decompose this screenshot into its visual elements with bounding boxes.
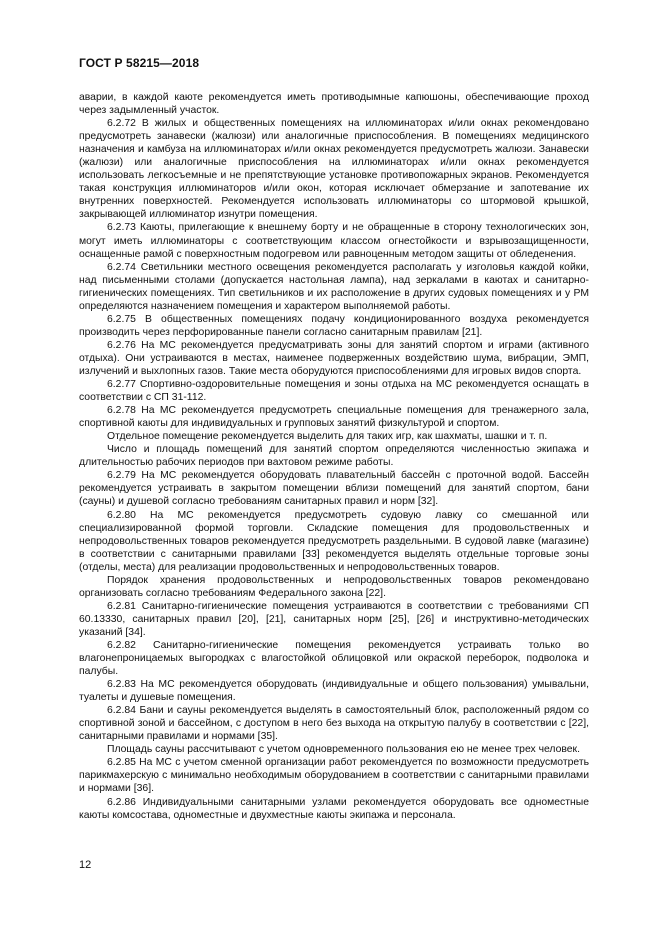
paragraph: аварии, в каждой каюте рекомендуется иметь противодымные капюшоны, обеспечивающие проход через задымленный участок. (79, 92, 589, 117)
paragraph: 6.2.86 Индивидуальными санитарными узлами рекомендуется оборудовать все одноместные каюты комсостава, одноместные и двухместные каюты экипажа и персонала. (79, 796, 589, 821)
paragraph: 6.2.76 На МС рекомендуется предусматривать зоны для занятий спортом и играми (активного отдыха). Они устраиваются в местах, наименее подверженных воздействию шума, вибрации, ЭМП, излучений и выхлопных газов. Такие места оборудуются приспособлениями для игровых видов спорта. (79, 339, 589, 377)
paragraph: Число и площадь помещений для занятий спортом определяются численностью экипажа и длительностью рабочих периодов при вахтовом режиме работы. (79, 444, 589, 469)
document-body (79, 91, 589, 822)
paragraph: 6.2.74 Светильники местного освещения рекомендуется располагать у изголовья каждой койки, над письменными столами (допускается настольная лампа), над зеркалами в каютах и санитарно-гигиенических помещениях. Тип светильников и их расположение в других судовых помещениях и у РМ определяются назначением помещения и характером выполняемой работы. (79, 261, 589, 312)
paragraph: 6.2.73 Каюты, прилегающие к внешнему борту и не обращенные в сторону технологических зон, могут иметь иллюминаторы с соответствующим классом огнестойкости и взрывозащищенности, оснащенные рамой с поверхностным подогревом или равноценным методом защиты от обледенения. (79, 222, 589, 260)
paragraph: 6.2.79 На МС рекомендуется оборудовать плавательный бассейн с проточной водой. Бассейн рекомендуется устраивать в закрытом помещении вблизи помещений для занятий спортом, бани (сауны) и душевой согласно требованиям санитарных правил и норм [32]. (79, 470, 589, 508)
paragraph: 6.2.83 На МС рекомендуется оборудовать (индивидуальные и общего пользования) умывальни, туалеты и душевые помещения. (79, 679, 589, 704)
paragraph: 6.2.80 На МС рекомендуется предусмотреть судовую лавку со смешанной или специализированной формой торговли. Складские помещения для продовольственных и непродовольственных товаров рекомендуется предусмотреть раздельными. В судовой лавке (магазине) в соответствии с санитарными правилами [33] рекомендуется выделять отдельные торговые зоны (отделы, места) для реализации продовольственных и непродовольственных товаров. (79, 509, 589, 573)
paragraph: Площадь сауны рассчитывают с учетом одновременного пользования ею не менее трех человек. (107, 744, 580, 756)
paragraph: 6.2.81 Санитарно-гигиенические помещения устраиваются в соответствии с требованиями СП 60.13330, санитарных правил [20], [21], санитарных норм [25], [26] и инструктивно-методических указаний [34]. (79, 600, 589, 638)
paragraph: Отдельное помещение рекомендуется выделить для таких игр, как шахматы, шашки и т. п. (107, 431, 548, 443)
page-header: ГОСТ Р 58215—2018 (79, 56, 200, 70)
paragraph: 6.2.84 Бани и сауны рекомендуется выделять в самостоятельный блок, расположенный рядом со спортивной зоной и бассейном, с доступом в него без выхода на открытую палубу в соответствии с [22], санитарными правилами и нормами [35]. (79, 705, 589, 743)
paragraph: 6.2.85 На МС с учетом сменной организации работ рекомендуется по возможности предусмотреть парикмахерскую с минимально необходимым оборудованием в соответствии с санитарными правилами и нормами [36]. (79, 757, 589, 795)
paragraph: 6.2.82 Санитарно-гигиенические помещения рекомендуется устраивать только во влагонепроницаемых выгородках с влагостойкой облицовкой или окраской переборок, подволока и палубы. (79, 639, 589, 678)
paragraph: Порядок хранения продовольственных и непродовольственных товаров рекомендовано организовать согласно требованиям Федерального закона [22]. (79, 574, 589, 599)
paragraph: 6.2.75 В общественных помещениях подачу кондиционированного воздуха рекомендуется производить через перфорированные панели согласно санитарным правилам [21]. (79, 313, 589, 338)
page-number: 12 (79, 859, 92, 871)
paragraph: 6.2.72 В жилых и общественных помещениях на иллюминаторах и/или окнах рекомендовано предусмотреть занавески (жалюзи) или аналогичные приспособления. В помещениях медицинского назначения и камбуза на иллюминаторах и/или окнах рекомендуется предусмотреть жалюзи. Занавески (жалюзи) или аналогичные приспособления на иллюминаторах и/или окнах рекомендуется использовать легкосъемные и не препятствующие установке противопожарных экранов. Рекомендуется такая конструкция иллюминаторов и/или окон, которая исключает обмерзание и запотевание их внутренних поверхностей. Рекомендуется использовать иллюминаторы со штормовой крышкой, закрывающей иллюминатор изнутри помещения. (79, 118, 589, 221)
paragraph: 6.2.77 Спортивно-оздоровительные помещения и зоны отдыха на МС рекомендуется оснащать в соответствии с СП 31-112. (79, 379, 589, 404)
paragraph: 6.2.78 На МС рекомендуется предусмотреть специальные помещения для тренажерного зала, спортивной каюты для индивидуальных и групповых занятий физкультурой и спортом. (79, 405, 589, 430)
